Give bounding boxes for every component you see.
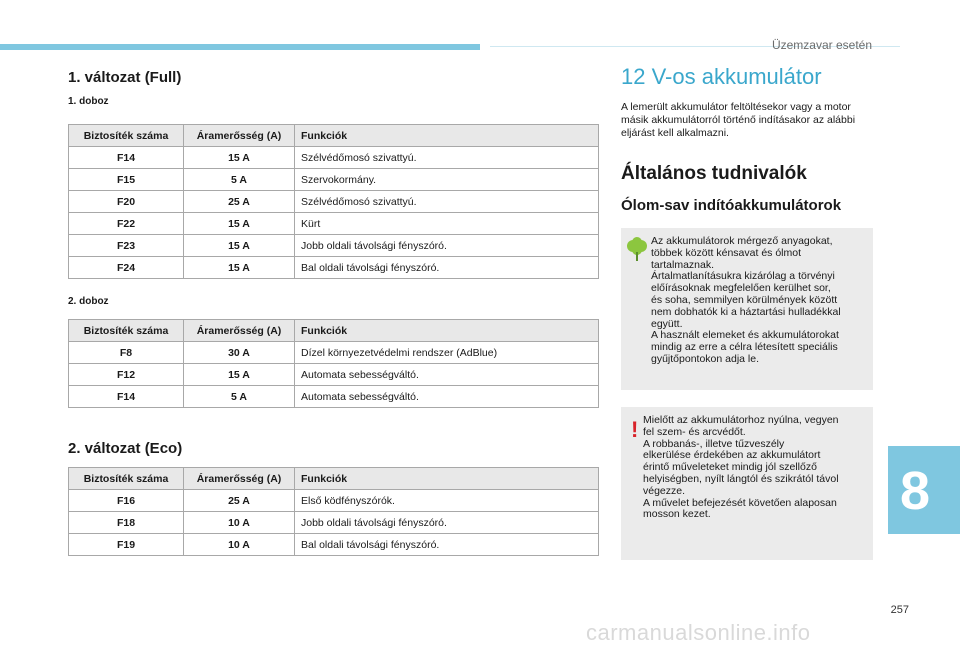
fuse-cell: F20 [69, 191, 184, 213]
lead-acid-heading: Ólom-sav indítóakkumulátorok [621, 197, 842, 214]
amp-cell: 15 A [184, 147, 295, 169]
function-cell: Bal oldali távolsági fényszóró. [295, 534, 599, 556]
amp-cell: 15 A [184, 235, 295, 257]
col-amperage: Áramerősség (A) [184, 468, 295, 490]
fuse-cell: F19 [69, 534, 184, 556]
table-row [69, 213, 599, 235]
fuse-cell: F23 [69, 235, 184, 257]
watermark: carmanualsonline.info [586, 620, 811, 645]
header-accent-bar [0, 44, 480, 50]
fuse-cell: F18 [69, 512, 184, 534]
amp-cell: 10 A [184, 512, 295, 534]
function-cell: Kürt [295, 213, 599, 235]
fuse-table-eco [68, 467, 599, 556]
variant2-heading: 2. változat (Eco) [68, 440, 183, 457]
col-fuse-number: Biztosíték száma [69, 125, 184, 147]
fuse-cell: F14 [69, 147, 184, 169]
box1-heading: 1. doboz [68, 96, 109, 107]
col-fuse-number: Biztosíték száma [69, 468, 184, 490]
tree-icon [626, 237, 648, 263]
fuse-cell: F15 [69, 169, 184, 191]
function-cell: Bal oldali távolsági fényszóró. [295, 257, 599, 279]
col-amperage: Áramerősség (A) [184, 125, 295, 147]
battery-section-title: 12 V-os akkumulátor [621, 64, 822, 89]
table-row [69, 534, 599, 556]
amp-cell: 15 A [184, 257, 295, 279]
table-row [69, 342, 599, 364]
amp-cell: 10 A [184, 534, 295, 556]
fuse-table-box1 [68, 124, 599, 279]
chapter-title: Üzemzavar esetén [771, 38, 872, 52]
table-row [69, 169, 599, 191]
fuse-cell: F8 [69, 342, 184, 364]
warning-note-text: Mielőtt az akkumulátorhoz nyúlna, vegyen fel szem- és arcvédőt. A robbanás-, illetve tűzveszély elkerülése érdekében az akkumulátort érintő műveleteket mindig jól szellőző helyiségben, nyílt lángtól és szikrától távol végezze. A művelet befejezését követően alaposan mosson kezet. [643, 414, 839, 521]
function-cell: Automata sebességváltó. [295, 364, 599, 386]
table-row [69, 147, 599, 169]
table-row [69, 386, 599, 408]
fuse-cell: F22 [69, 213, 184, 235]
col-amperage: Áramerősség (A) [184, 320, 295, 342]
table-row [69, 512, 599, 534]
warning-icon: ! [631, 417, 639, 442]
col-functions: Funkciók [295, 320, 599, 342]
amp-cell: 25 A [184, 191, 295, 213]
amp-cell: 5 A [184, 169, 295, 191]
col-fuse-number: Biztosíték száma [69, 320, 184, 342]
environment-note-box [621, 228, 873, 390]
battery-intro: A lemerült akkumulátor feltöltésekor vagy a motor másik akkumulátorról történő indításakor az alábbi eljárást kell alkalmazni. [621, 101, 856, 139]
function-cell: Dízel környezetvédelmi rendszer (AdBlue) [295, 342, 599, 364]
function-cell: Jobb oldali távolsági fényszóró. [295, 235, 599, 257]
col-functions: Funkciók [295, 468, 599, 490]
warning-note-box [621, 407, 873, 560]
amp-cell: 25 A [184, 490, 295, 512]
function-cell: Automata sebességváltó. [295, 386, 599, 408]
fuse-cell: F24 [69, 257, 184, 279]
function-cell: Első ködfényszórók. [295, 490, 599, 512]
box2-heading: 2. doboz [68, 296, 109, 307]
function-cell: Szervokormány. [295, 169, 599, 191]
fuse-cell: F14 [69, 386, 184, 408]
table-row [69, 364, 599, 386]
table-row [69, 191, 599, 213]
table-row [69, 235, 599, 257]
function-cell: Szélvédőmosó szivattyú. [295, 147, 599, 169]
page-number: 257 [890, 604, 909, 616]
fuse-table-box2 [68, 319, 599, 408]
environment-note-text: Az akkumulátorok mérgező anyagokat, többek között kénsavat és ólmot tartalmaznak. Ártalmatlanításukra kizárólag a törvényi előírásoknak megfelelően kerülhet sor, és soha, semmilyen körülmények között nem dobhatók ki a háztartási hulladékkal együtt. A használt elemeket és akkumulátorokat mindig az erre a célra létesített speciális gyűjtőpontokon adja le. [651, 235, 841, 365]
col-functions: Funkciók [295, 125, 599, 147]
variant1-heading: 1. változat (Full) [68, 69, 182, 86]
fuse-cell: F12 [69, 364, 184, 386]
function-cell: Jobb oldali távolsági fényszóró. [295, 512, 599, 534]
fuse-cell: F16 [69, 490, 184, 512]
chapter-number: 8 [900, 461, 931, 521]
table-row [69, 490, 599, 512]
function-cell: Szélvédőmosó szivattyú. [295, 191, 599, 213]
general-info-heading: Általános tudnivalók [621, 163, 807, 184]
amp-cell: 15 A [184, 364, 295, 386]
amp-cell: 15 A [184, 213, 295, 235]
amp-cell: 30 A [184, 342, 295, 364]
chapter-tab [888, 446, 960, 534]
table-row [69, 257, 599, 279]
amp-cell: 5 A [184, 386, 295, 408]
